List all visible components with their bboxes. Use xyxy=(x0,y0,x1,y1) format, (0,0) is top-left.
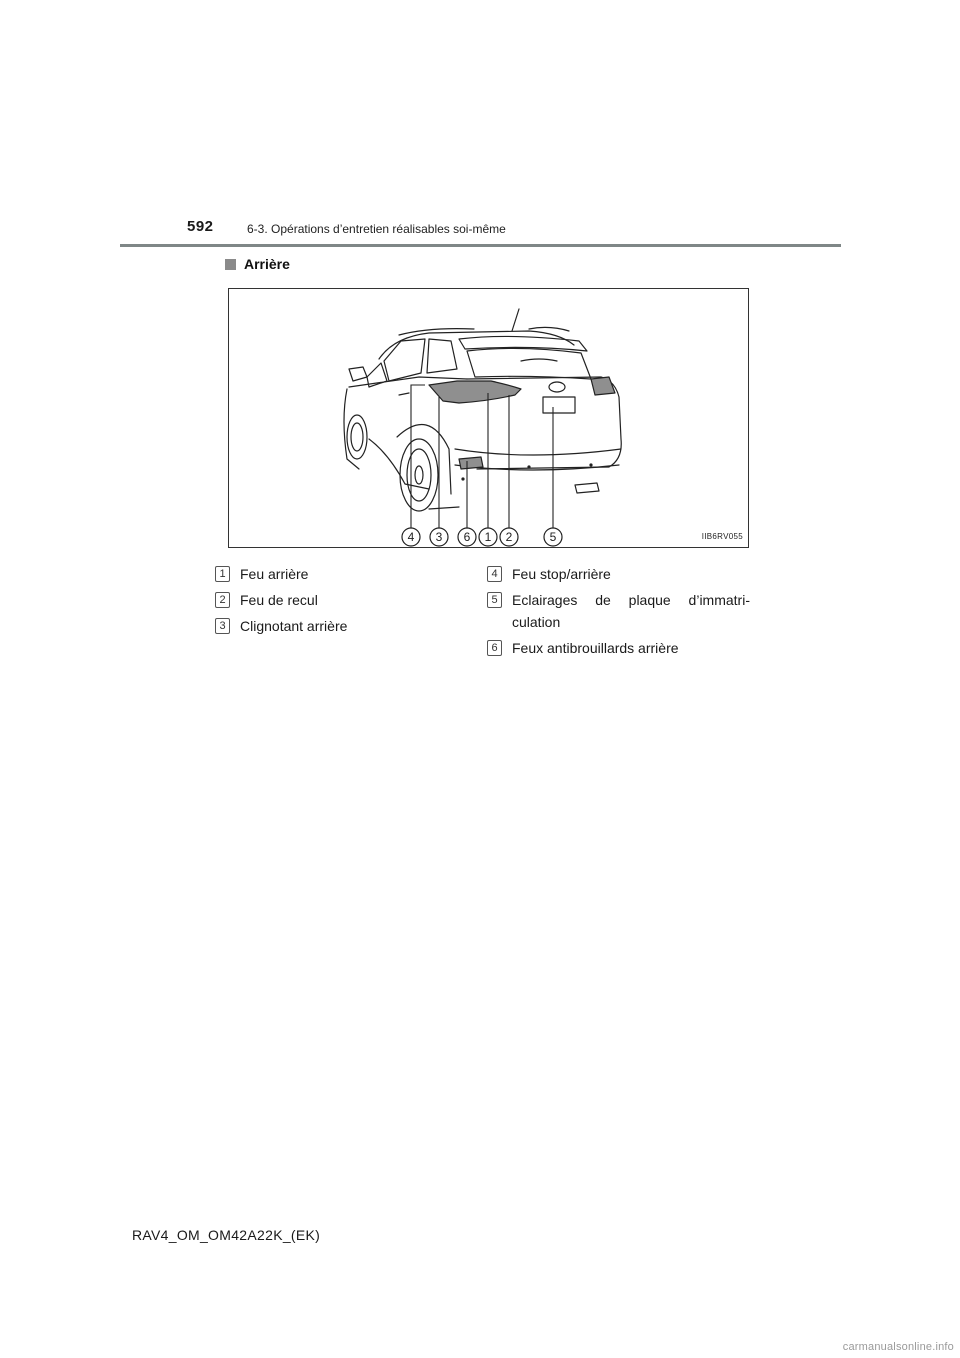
callout-label-3: 3 xyxy=(435,530,443,544)
legend-label-6: Feux antibrouillards arrière xyxy=(512,640,679,656)
legend-label-4: Feu stop/arrière xyxy=(512,566,611,582)
legend-number-4: 4 xyxy=(487,566,502,582)
legend-label-5-line-2: culation xyxy=(512,614,561,630)
callout-label-1: 1 xyxy=(484,530,492,544)
leader-line-4 xyxy=(411,385,425,529)
legend-label-1: Feu arrière xyxy=(240,566,309,582)
legend-label-5-line-1: Eclairages de plaque d’immatri- xyxy=(512,592,750,608)
subsection-title: Arrière xyxy=(244,256,290,272)
callout-label-4: 4 xyxy=(407,530,415,544)
watermark: carmanualsonline.info xyxy=(842,1341,954,1353)
legend-number-3: 3 xyxy=(215,618,230,634)
legend-item-3 xyxy=(215,615,347,637)
subsection-heading xyxy=(225,256,290,272)
callout-label-5: 5 xyxy=(549,530,557,544)
square-bullet-icon xyxy=(225,259,236,270)
legend-number-2: 2 xyxy=(215,592,230,608)
header-rule xyxy=(120,244,841,247)
section-title: 6-3. Opérations d’entretien réalisables soi-même xyxy=(247,222,506,236)
legend-number-6: 6 xyxy=(487,640,502,656)
legend-label-3: Clignotant arrière xyxy=(240,618,348,634)
page-number: 592 xyxy=(187,218,214,235)
legend-label-2: Feu de recul xyxy=(240,592,318,608)
legend-item-2 xyxy=(215,589,318,611)
legend-item-5 xyxy=(487,589,750,633)
legend-label-5 xyxy=(512,589,750,633)
callout-label-2: 2 xyxy=(505,530,513,544)
legend-number-5: 5 xyxy=(487,592,502,608)
figure-code: IIB6RV055 xyxy=(701,532,743,541)
vehicle-drawing xyxy=(229,289,748,547)
legend-item-6 xyxy=(487,637,679,659)
legend-number-1: 1 xyxy=(215,566,230,582)
rear-vehicle-illustration xyxy=(228,288,749,548)
legend-item-1 xyxy=(215,563,308,585)
legend-item-4 xyxy=(487,563,611,585)
footer-model-code: RAV4_OM_OM42A22K_(EK) xyxy=(132,1227,321,1243)
callout-label-6: 6 xyxy=(463,530,471,544)
